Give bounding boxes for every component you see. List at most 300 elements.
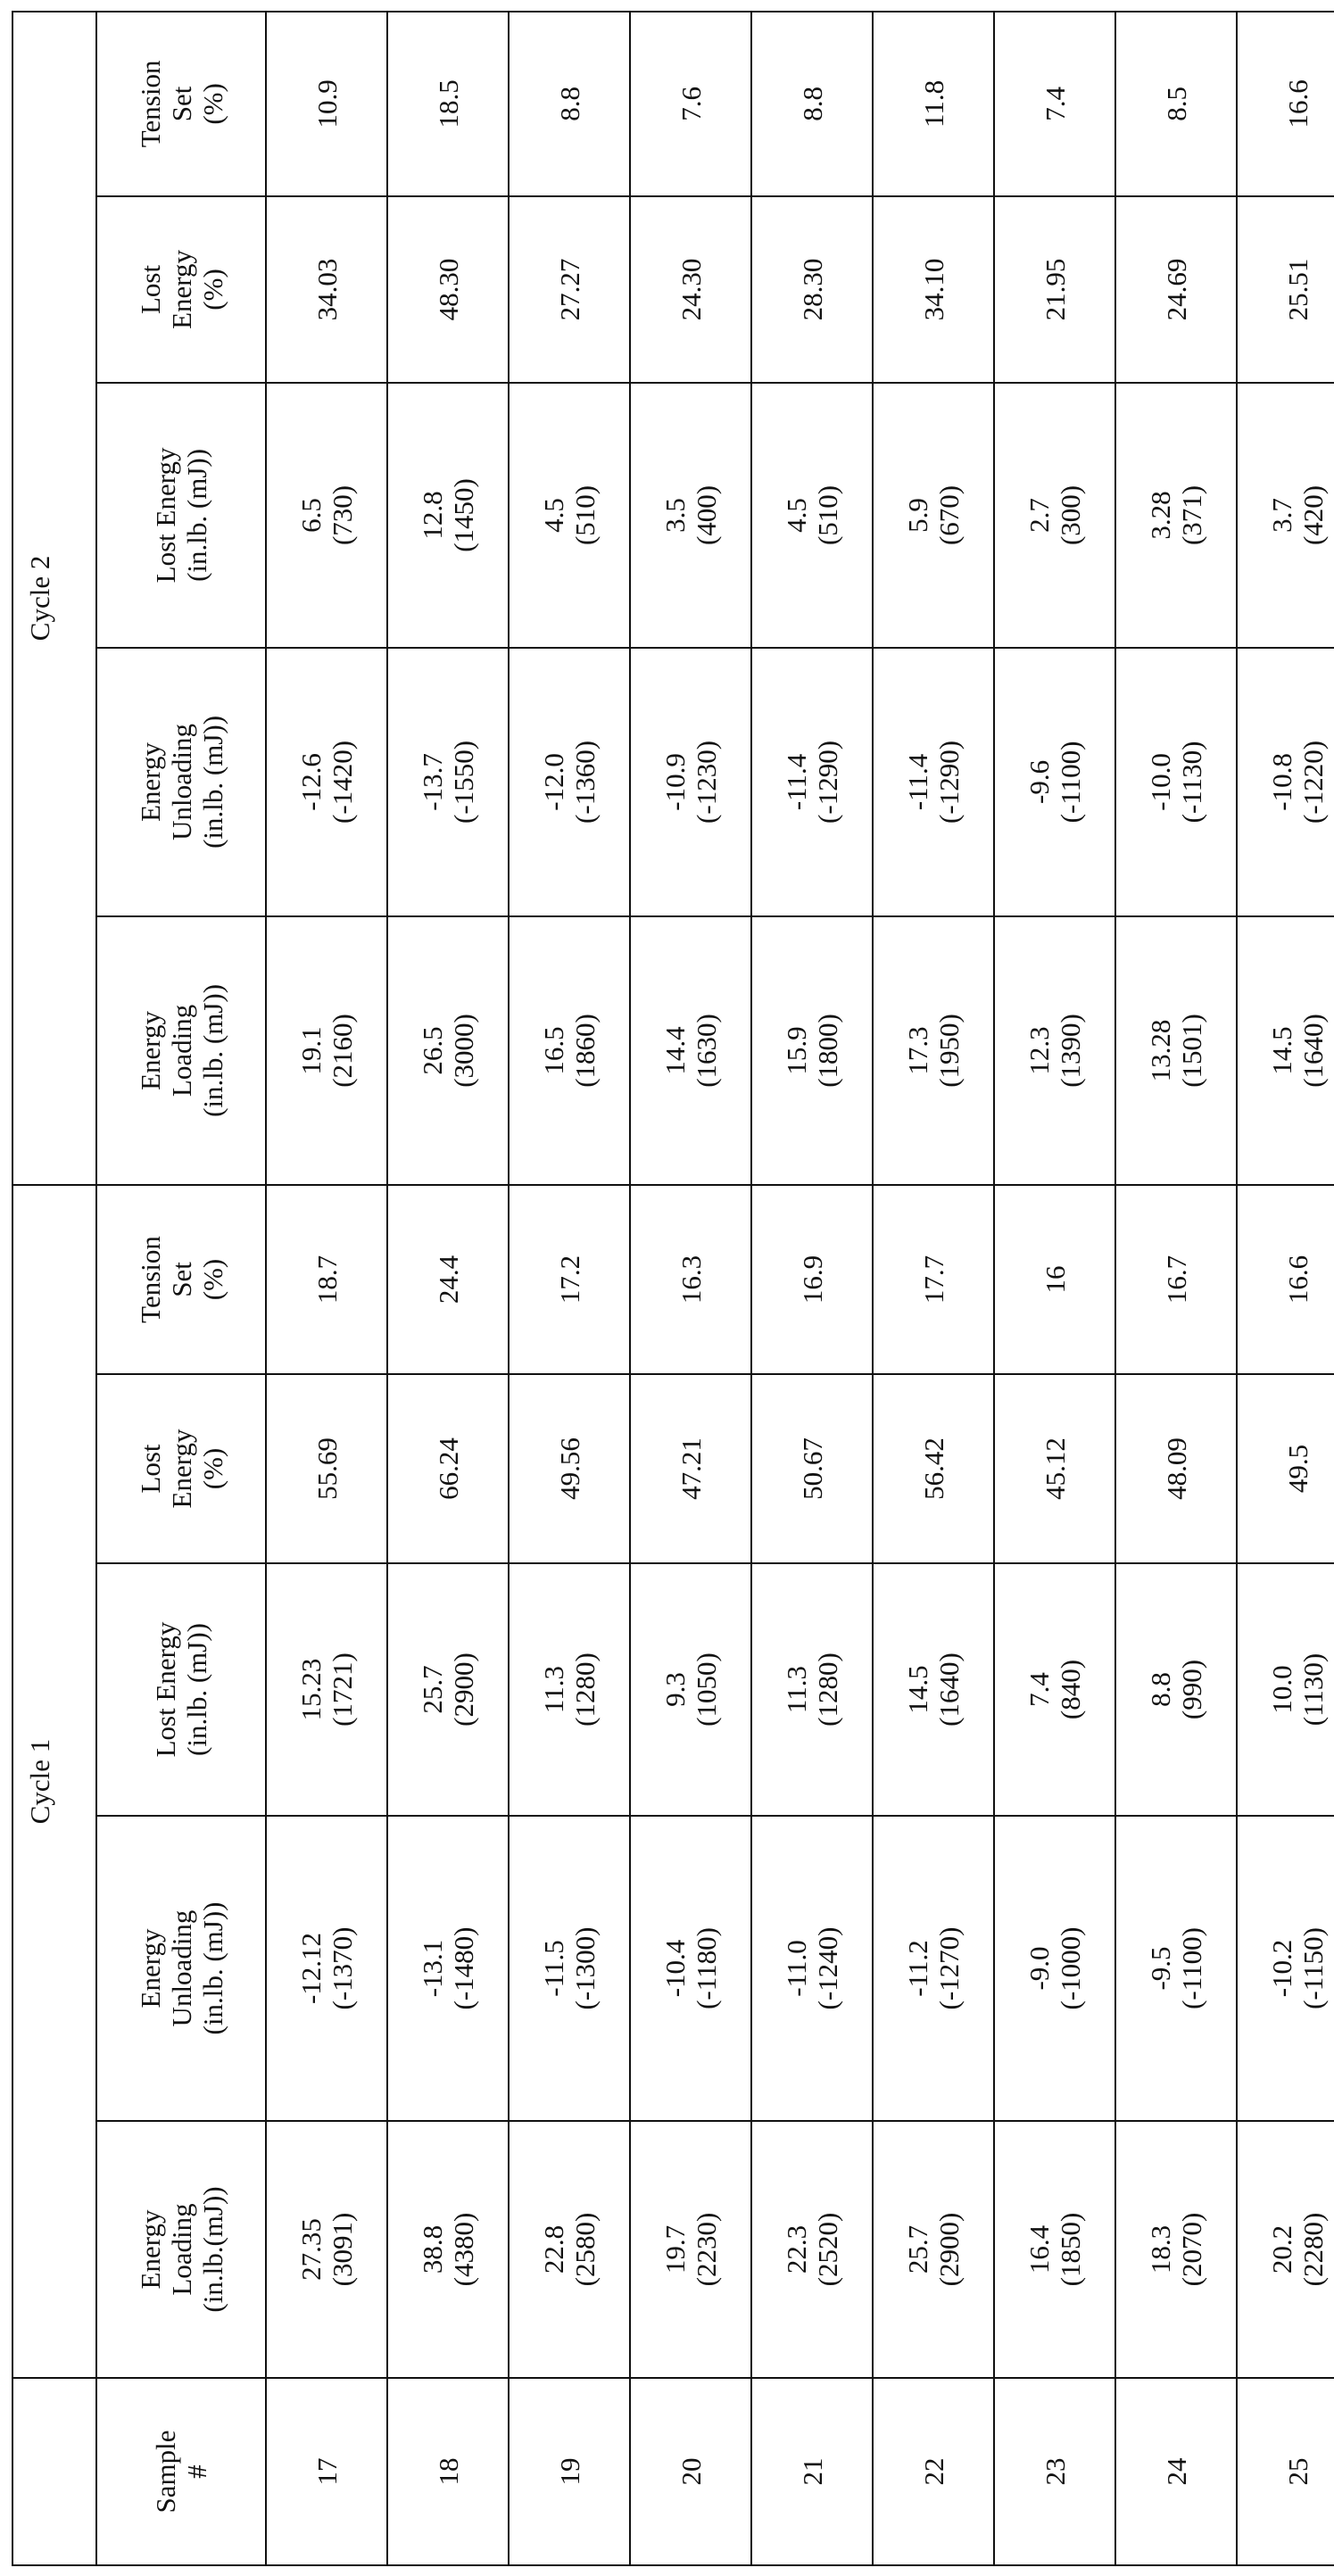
c1-energy-loading-cell-line: 16.4 (1023, 2122, 1055, 2377)
c1-lost-energy-percent-cell (266, 1374, 387, 1563)
c2-lost-energy-percent-cell (994, 196, 1115, 383)
c1-lost-energy-cell-line: 11.3 (538, 1564, 569, 1815)
c1-energy-unloading-cell (387, 1816, 509, 2121)
c2-lost-energy-cell-line: 4.5 (538, 384, 569, 647)
c2-lost-energy-cell-line: 6.5 (295, 384, 327, 647)
c1-tension-set-cell-line: 16.3 (675, 1186, 707, 1373)
c2-energy-unloading-cell (1115, 648, 1237, 916)
empty-corner-cell (12, 2378, 96, 2565)
c1-energy-loading-cell-line: 19.7 (659, 2122, 691, 2377)
c2-energy-unloading-cell (994, 648, 1115, 916)
header-c2-energy-unloading-line: Unloading (166, 649, 197, 915)
sample-number: 24 (1115, 2378, 1237, 2565)
header-c2-tension-set-line: Set (166, 12, 197, 195)
header-c1-tension-set (96, 1185, 266, 1374)
c2-energy-loading-cell-line: (1800) (812, 917, 843, 1184)
c2-lost-energy-cell-line: (510) (812, 384, 843, 647)
c1-energy-unloading-cell-line: -11.5 (538, 1817, 569, 2120)
header-sample-line: # (181, 2379, 212, 2564)
header-c2-lost-energy (96, 383, 266, 648)
header-c1-lost-energy (96, 1563, 266, 1816)
c2-lost-energy-cell-line: (300) (1055, 384, 1086, 647)
c2-lost-energy-percent-cell-line: 21.95 (1040, 197, 1071, 382)
c2-energy-loading-cell-line: (2160) (327, 917, 358, 1184)
c2-tension-set-cell-line: 16.6 (1282, 12, 1313, 195)
c2-tension-set-cell (387, 12, 509, 196)
c2-tension-set-cell (873, 12, 994, 196)
header-c1-energy-unloading-line: Energy (135, 1817, 166, 2120)
c2-lost-energy-percent-cell (387, 196, 509, 383)
c2-lost-energy-cell-line: 3.28 (1145, 384, 1176, 647)
c1-tension-set-cell (1115, 1185, 1237, 1374)
header-c2-tension-set-line: (%) (197, 12, 228, 195)
c1-lost-energy-cell-line: (1721) (327, 1564, 358, 1815)
c2-lost-energy-cell-line: (371) (1176, 384, 1207, 647)
cycle-header-row (12, 12, 96, 2565)
c1-energy-loading-cell (1237, 2121, 1334, 2378)
c2-tension-set-cell (1237, 12, 1334, 196)
c1-lost-energy-percent-cell-line: 47.21 (675, 1375, 707, 1562)
c2-energy-unloading-cell-line: (-1550) (448, 649, 479, 915)
c2-energy-unloading-cell-line: -13.7 (417, 649, 448, 915)
table-row (994, 12, 1115, 2565)
c2-lost-energy-cell-line: 3.7 (1266, 384, 1297, 647)
c2-tension-set-cell-line: 10.9 (311, 12, 343, 195)
header-c1-energy-loading-line: Energy (135, 2122, 166, 2377)
c1-energy-unloading-cell (630, 1816, 751, 2121)
c2-energy-loading-cell-line: 12.3 (1023, 917, 1055, 1184)
c2-lost-energy-cell-line: 3.5 (659, 384, 691, 647)
c1-energy-loading-cell-line: (2580) (569, 2122, 601, 2377)
c1-lost-energy-cell-line: (1280) (569, 1564, 601, 1815)
c1-energy-loading-cell-line: (2230) (691, 2122, 722, 2377)
c2-lost-energy-cell (387, 383, 509, 648)
c1-energy-loading-cell-line: 22.3 (781, 2122, 812, 2377)
c2-lost-energy-cell (509, 383, 630, 648)
c1-tension-set-cell (994, 1185, 1115, 1374)
c1-lost-energy-percent-cell-line: 49.56 (554, 1375, 585, 1562)
c1-energy-unloading-cell-line: -13.1 (417, 1817, 448, 2120)
header-c1-lost-energy-percent-line: Lost (135, 1375, 166, 1562)
column-header-row (96, 12, 266, 2565)
c2-lost-energy-cell-line: (400) (691, 384, 722, 647)
c1-lost-energy-percent-cell-line: 55.69 (311, 1375, 343, 1562)
header-c1-tension-set-line: (%) (197, 1186, 228, 1373)
c2-energy-loading-cell (1237, 916, 1334, 1185)
c1-lost-energy-percent-cell (994, 1374, 1115, 1563)
c1-lost-energy-percent-cell (751, 1374, 873, 1563)
c2-lost-energy-cell-line: (670) (933, 384, 965, 647)
c2-energy-unloading-cell (266, 648, 387, 916)
c2-lost-energy-percent-cell (751, 196, 873, 383)
c2-energy-loading-cell-line: 26.5 (417, 917, 448, 1184)
c1-energy-unloading-cell-line: -11.2 (902, 1817, 933, 2120)
c1-lost-energy-cell-line: (1640) (933, 1564, 965, 1815)
c2-lost-energy-percent-cell-line: 34.03 (311, 197, 343, 382)
c2-energy-unloading-cell-line: (-1130) (1176, 649, 1207, 915)
cycle-2-header: Cycle 2 (12, 12, 96, 1185)
header-c2-energy-loading (96, 916, 266, 1185)
c2-energy-loading-cell-line: 14.4 (659, 917, 691, 1184)
c2-lost-energy-cell (1237, 383, 1334, 648)
c2-lost-energy-cell (1115, 383, 1237, 648)
c2-energy-unloading-cell (509, 648, 630, 916)
c1-lost-energy-percent-cell-line: 48.09 (1161, 1375, 1192, 1562)
c2-tension-set-cell (509, 12, 630, 196)
c1-lost-energy-cell-line: (1130) (1297, 1564, 1329, 1815)
c1-energy-unloading-cell-line: (-1150) (1297, 1817, 1329, 2120)
c1-energy-unloading-cell (509, 1816, 630, 2121)
sample-number: 20 (630, 2378, 751, 2565)
c1-lost-energy-percent-cell (630, 1374, 751, 1563)
c2-energy-unloading-cell-line: -10.9 (659, 649, 691, 915)
c2-energy-unloading-cell-line: -11.4 (781, 649, 812, 915)
c1-tension-set-cell (1237, 1185, 1334, 1374)
c2-lost-energy-cell-line: (510) (569, 384, 601, 647)
header-c1-energy-loading (96, 2121, 266, 2378)
c1-lost-energy-cell (1115, 1563, 1237, 1816)
header-c1-energy-loading-line: Loading (166, 2122, 197, 2377)
c2-tension-set-cell (266, 12, 387, 196)
sample-number: 18 (387, 2378, 509, 2565)
c1-lost-energy-cell-line: (1280) (812, 1564, 843, 1815)
c1-energy-unloading-cell-line: -12.12 (295, 1817, 327, 2120)
c1-energy-loading-cell-line: (2520) (812, 2122, 843, 2377)
c2-energy-loading-cell (1115, 916, 1237, 1185)
c2-lost-energy-cell-line: 4.5 (781, 384, 812, 647)
c1-tension-set-cell-line: 18.7 (311, 1186, 343, 1373)
c1-lost-energy-percent-cell-line: 66.24 (433, 1375, 464, 1562)
c1-tension-set-cell (266, 1185, 387, 1374)
c1-energy-loading-cell-line: (4380) (448, 2122, 479, 2377)
c2-energy-unloading-cell-line: -12.6 (295, 649, 327, 915)
c2-energy-unloading-cell (751, 648, 873, 916)
header-c2-lost-energy-percent-line: (%) (197, 197, 228, 382)
c2-lost-energy-percent-cell-line: 28.30 (797, 197, 828, 382)
sample-number: 21 (751, 2378, 873, 2565)
c2-energy-loading-cell (994, 916, 1115, 1185)
c1-energy-loading-cell (509, 2121, 630, 2378)
c1-lost-energy-cell (751, 1563, 873, 1816)
header-c1-energy-unloading-line: (in.lb. (mJ)) (197, 1817, 228, 2120)
c2-energy-unloading-cell-line: -10.0 (1145, 649, 1176, 915)
c1-lost-energy-cell-line: 9.3 (659, 1564, 691, 1815)
header-c2-energy-unloading-line: (in.lb. (mJ)) (197, 649, 228, 915)
header-c2-energy-loading-line: Loading (166, 917, 197, 1184)
c2-lost-energy-cell-line: 5.9 (902, 384, 933, 647)
c2-energy-loading-cell-line: (1501) (1176, 917, 1207, 1184)
c2-lost-energy-percent-cell (1237, 196, 1334, 383)
c2-energy-loading-cell-line: 16.5 (538, 917, 569, 1184)
c1-tension-set-cell (509, 1185, 630, 1374)
c2-energy-loading-cell-line: 13.28 (1145, 917, 1176, 1184)
c1-lost-energy-percent-cell (1115, 1374, 1237, 1563)
c1-energy-loading-cell-line: 25.7 (902, 2122, 933, 2377)
header-c2-lost-energy-line: (in.lb. (mJ)) (181, 384, 212, 647)
c1-tension-set-cell-line: 16.7 (1161, 1186, 1192, 1373)
header-c2-lost-energy-percent-line: Energy (166, 197, 197, 382)
header-c1-lost-energy-line: (in.lb. (mJ)) (181, 1564, 212, 1815)
table-row (630, 12, 751, 2565)
table-row (387, 12, 509, 2565)
c1-lost-energy-cell (387, 1563, 509, 1816)
c1-energy-loading-cell-line: (1850) (1055, 2122, 1086, 2377)
c2-tension-set-cell-line: 18.5 (433, 12, 464, 195)
c2-energy-loading-cell (630, 916, 751, 1185)
c1-energy-loading-cell (630, 2121, 751, 2378)
c2-energy-loading-cell-line: (1950) (933, 917, 965, 1184)
c1-tension-set-cell (873, 1185, 994, 1374)
c2-energy-loading-cell (751, 916, 873, 1185)
header-c2-lost-energy-line: Lost Energy (150, 384, 181, 647)
c1-energy-loading-cell-line: (2070) (1176, 2122, 1207, 2377)
c1-energy-unloading-cell (266, 1816, 387, 2121)
c1-tension-set-cell-line: 17.2 (554, 1186, 585, 1373)
c2-energy-unloading-cell (630, 648, 751, 916)
c2-lost-energy-cell-line: (1450) (448, 384, 479, 647)
c2-energy-loading-cell-line: 14.5 (1266, 917, 1297, 1184)
c1-energy-loading-cell-line: (2280) (1297, 2122, 1329, 2377)
c2-tension-set-cell-line: 8.8 (554, 12, 585, 195)
c2-energy-loading-cell-line: 15.9 (781, 917, 812, 1184)
c1-lost-energy-cell (873, 1563, 994, 1816)
c2-lost-energy-cell-line: 12.8 (417, 384, 448, 647)
c2-lost-energy-cell (630, 383, 751, 648)
c1-energy-loading-cell-line: 38.8 (417, 2122, 448, 2377)
c2-energy-unloading-cell-line: (-1100) (1055, 649, 1086, 915)
c2-tension-set-cell (630, 12, 751, 196)
c1-energy-unloading-cell (1115, 1816, 1237, 2121)
c2-lost-energy-percent-cell-line: 25.51 (1282, 197, 1313, 382)
c1-lost-energy-cell-line: (2900) (448, 1564, 479, 1815)
c1-energy-loading-cell-line: 22.8 (538, 2122, 569, 2377)
c2-lost-energy-cell (266, 383, 387, 648)
c2-tension-set-cell-line: 8.5 (1161, 12, 1192, 195)
c2-energy-unloading-cell-line: (-1420) (327, 649, 358, 915)
header-c1-lost-energy-percent (96, 1374, 266, 1563)
c2-tension-set-cell-line: 7.4 (1040, 12, 1071, 195)
c2-lost-energy-percent-cell (873, 196, 994, 383)
c1-tension-set-cell (630, 1185, 751, 1374)
c2-energy-unloading-cell-line: (-1290) (933, 649, 965, 915)
c2-lost-energy-percent-cell-line: 34.10 (918, 197, 949, 382)
c1-energy-unloading-cell-line: -11.0 (781, 1817, 812, 2120)
c2-energy-loading-cell-line: (1640) (1297, 917, 1329, 1184)
c2-energy-loading-cell-line: (1860) (569, 917, 601, 1184)
c1-energy-unloading-cell-line: (-1000) (1055, 1817, 1086, 2120)
header-c2-lost-energy-percent (96, 196, 266, 383)
c1-tension-set-cell (387, 1185, 509, 1374)
c1-energy-loading-cell (387, 2121, 509, 2378)
c1-energy-unloading-cell-line: (-1240) (812, 1817, 843, 2120)
c2-energy-unloading-cell (387, 648, 509, 916)
c2-lost-energy-cell-line: 2.7 (1023, 384, 1055, 647)
header-c2-energy-loading-line: (in.lb. (mJ)) (197, 917, 228, 1184)
header-sample-line: Sample (150, 2379, 181, 2564)
c2-energy-unloading-cell-line: (-1360) (569, 649, 601, 915)
header-c2-energy-loading-line: Energy (135, 917, 166, 1184)
c2-lost-energy-cell-line: (730) (327, 384, 358, 647)
c1-lost-energy-percent-cell (873, 1374, 994, 1563)
c1-energy-unloading-cell-line: (-1370) (327, 1817, 358, 2120)
c1-lost-energy-cell-line: 11.3 (781, 1564, 812, 1815)
header-c1-lost-energy-percent-line: Energy (166, 1375, 197, 1562)
c1-energy-unloading-cell (751, 1816, 873, 2121)
c1-energy-unloading-cell-line: (-1300) (569, 1817, 601, 2120)
c2-energy-loading-cell (387, 916, 509, 1185)
cycle-1-header: Cycle 1 (12, 1185, 96, 2378)
c1-lost-energy-percent-cell-line: 45.12 (1040, 1375, 1071, 1562)
c2-energy-unloading-cell-line: -12.0 (538, 649, 569, 915)
c2-lost-energy-percent-cell (266, 196, 387, 383)
c1-lost-energy-cell (630, 1563, 751, 1816)
table-row (266, 12, 387, 2565)
c2-energy-loading-cell (873, 916, 994, 1185)
c2-lost-energy-cell (873, 383, 994, 648)
table-row (509, 12, 630, 2565)
table-row (1115, 12, 1237, 2565)
c2-energy-unloading-cell-line: -10.8 (1266, 649, 1297, 915)
c2-lost-energy-cell (994, 383, 1115, 648)
c1-energy-loading-cell (873, 2121, 994, 2378)
c1-energy-loading-cell-line: 20.2 (1266, 2122, 1297, 2377)
c1-energy-loading-cell-line: (2900) (933, 2122, 965, 2377)
c1-energy-unloading-cell (873, 1816, 994, 2121)
c2-lost-energy-percent-cell-line: 24.30 (675, 197, 707, 382)
c2-tension-set-cell-line: 7.6 (675, 12, 707, 195)
c2-energy-unloading-cell-line: (-1220) (1297, 649, 1329, 915)
c1-lost-energy-percent-cell (387, 1374, 509, 1563)
c1-lost-energy-cell-line: (1050) (691, 1564, 722, 1815)
header-c1-tension-set-line: Tension (135, 1186, 166, 1373)
c1-lost-energy-cell-line: 7.4 (1023, 1564, 1055, 1815)
c1-lost-energy-cell (266, 1563, 387, 1816)
c1-energy-unloading-cell-line: -9.5 (1145, 1817, 1176, 2120)
c2-lost-energy-cell-line: (420) (1297, 384, 1329, 647)
c2-lost-energy-percent-cell-line: 27.27 (554, 197, 585, 382)
header-sample (96, 2378, 266, 2565)
sample-number: 25 (1237, 2378, 1334, 2565)
c1-lost-energy-cell-line: 10.0 (1266, 1564, 1297, 1815)
c2-energy-unloading-cell-line: -9.6 (1023, 649, 1055, 915)
c1-tension-set-cell-line: 17.7 (918, 1186, 949, 1373)
sample-number: 19 (509, 2378, 630, 2565)
c1-tension-set-cell-line: 16.6 (1282, 1186, 1313, 1373)
table-row (1237, 12, 1334, 2565)
c2-energy-loading-cell (266, 916, 387, 1185)
c1-tension-set-cell-line: 16.9 (797, 1186, 828, 1373)
c1-lost-energy-percent-cell-line: 56.42 (918, 1375, 949, 1562)
c2-energy-unloading-cell-line: -11.4 (902, 649, 933, 915)
c1-energy-unloading-cell (994, 1816, 1115, 2121)
c1-energy-unloading-cell-line: (-1480) (448, 1817, 479, 2120)
c1-energy-loading-cell (751, 2121, 873, 2378)
c1-energy-loading-cell-line: 27.35 (295, 2122, 327, 2377)
c1-energy-unloading-cell-line: (-1100) (1176, 1817, 1207, 2120)
c1-energy-loading-cell (1115, 2121, 1237, 2378)
table-row (873, 12, 994, 2565)
header-c2-lost-energy-percent-line: Lost (135, 197, 166, 382)
c1-lost-energy-percent-cell (1237, 1374, 1334, 1563)
c1-energy-unloading-cell-line: -9.0 (1023, 1817, 1055, 2120)
c1-energy-loading-cell (266, 2121, 387, 2378)
c1-lost-energy-percent-cell (509, 1374, 630, 1563)
c1-energy-loading-cell-line: 18.3 (1145, 2122, 1176, 2377)
c2-tension-set-cell (994, 12, 1115, 196)
c2-tension-set-cell (1115, 12, 1237, 196)
c1-tension-set-cell (751, 1185, 873, 1374)
c2-energy-unloading-cell (873, 648, 994, 916)
sample-number: 17 (266, 2378, 387, 2565)
header-c1-lost-energy-line: Lost Energy (150, 1564, 181, 1815)
c2-lost-energy-percent-cell (1115, 196, 1237, 383)
c2-energy-unloading-cell-line: (-1290) (812, 649, 843, 915)
c2-tension-set-cell-line: 11.8 (918, 12, 949, 195)
header-c2-energy-unloading-line: Energy (135, 649, 166, 915)
c2-energy-unloading-cell (1237, 648, 1334, 916)
c1-energy-unloading-cell (1237, 1816, 1334, 2121)
header-c2-energy-unloading (96, 648, 266, 916)
c1-energy-unloading-cell-line: (-1270) (933, 1817, 965, 2120)
c1-energy-loading-cell-line: (3091) (327, 2122, 358, 2377)
c2-energy-loading-cell-line: 17.3 (902, 917, 933, 1184)
header-c1-energy-unloading-line: Unloading (166, 1817, 197, 2120)
c2-tension-set-cell-line: 8.8 (797, 12, 828, 195)
header-c1-energy-unloading (96, 1816, 266, 2121)
c2-energy-unloading-cell-line: (-1230) (691, 649, 722, 915)
c1-tension-set-cell-line: 24.4 (433, 1186, 464, 1373)
c1-lost-energy-cell-line: 15.23 (295, 1564, 327, 1815)
c1-lost-energy-percent-cell-line: 49.5 (1282, 1375, 1313, 1562)
c1-lost-energy-cell (509, 1563, 630, 1816)
c2-tension-set-cell (751, 12, 873, 196)
c1-lost-energy-cell-line: (840) (1055, 1564, 1086, 1815)
c1-lost-energy-cell (994, 1563, 1115, 1816)
header-c1-tension-set-line: Set (166, 1186, 197, 1373)
c1-energy-loading-cell (994, 2121, 1115, 2378)
rotated-table-wrapper (12, 12, 1327, 2566)
energy-cycle-table (12, 11, 1334, 2566)
header-c2-tension-set-line: Tension (135, 12, 166, 195)
c2-lost-energy-percent-cell-line: 24.69 (1161, 197, 1192, 382)
c2-energy-loading-cell-line: (1630) (691, 917, 722, 1184)
c1-lost-energy-cell-line: 14.5 (902, 1564, 933, 1815)
sample-number: 22 (873, 2378, 994, 2565)
c1-lost-energy-cell (1237, 1563, 1334, 1816)
c1-energy-unloading-cell-line: -10.2 (1266, 1817, 1297, 2120)
c1-lost-energy-cell-line: 25.7 (417, 1564, 448, 1815)
c2-lost-energy-percent-cell (630, 196, 751, 383)
c1-lost-energy-cell-line: (990) (1176, 1564, 1207, 1815)
c1-tension-set-cell-line: 16 (1040, 1186, 1071, 1373)
sample-number: 23 (994, 2378, 1115, 2565)
c1-lost-energy-percent-cell-line: 50.67 (797, 1375, 828, 1562)
c1-lost-energy-cell-line: 8.8 (1145, 1564, 1176, 1815)
c2-energy-loading-cell-line: (1390) (1055, 917, 1086, 1184)
c2-energy-loading-cell-line: 19.1 (295, 917, 327, 1184)
header-c1-energy-loading-line: (in.lb.(mJ)) (197, 2122, 228, 2377)
c1-energy-unloading-cell-line: (-1180) (691, 1817, 722, 2120)
header-c1-lost-energy-percent-line: (%) (197, 1375, 228, 1562)
c2-energy-loading-cell-line: (3000) (448, 917, 479, 1184)
header-c2-tension-set (96, 12, 266, 196)
c2-lost-energy-percent-cell-line: 48.30 (433, 197, 464, 382)
c2-lost-energy-cell (751, 383, 873, 648)
table-row (751, 12, 873, 2565)
c1-energy-unloading-cell-line: -10.4 (659, 1817, 691, 2120)
c2-lost-energy-percent-cell (509, 196, 630, 383)
c2-energy-loading-cell (509, 916, 630, 1185)
